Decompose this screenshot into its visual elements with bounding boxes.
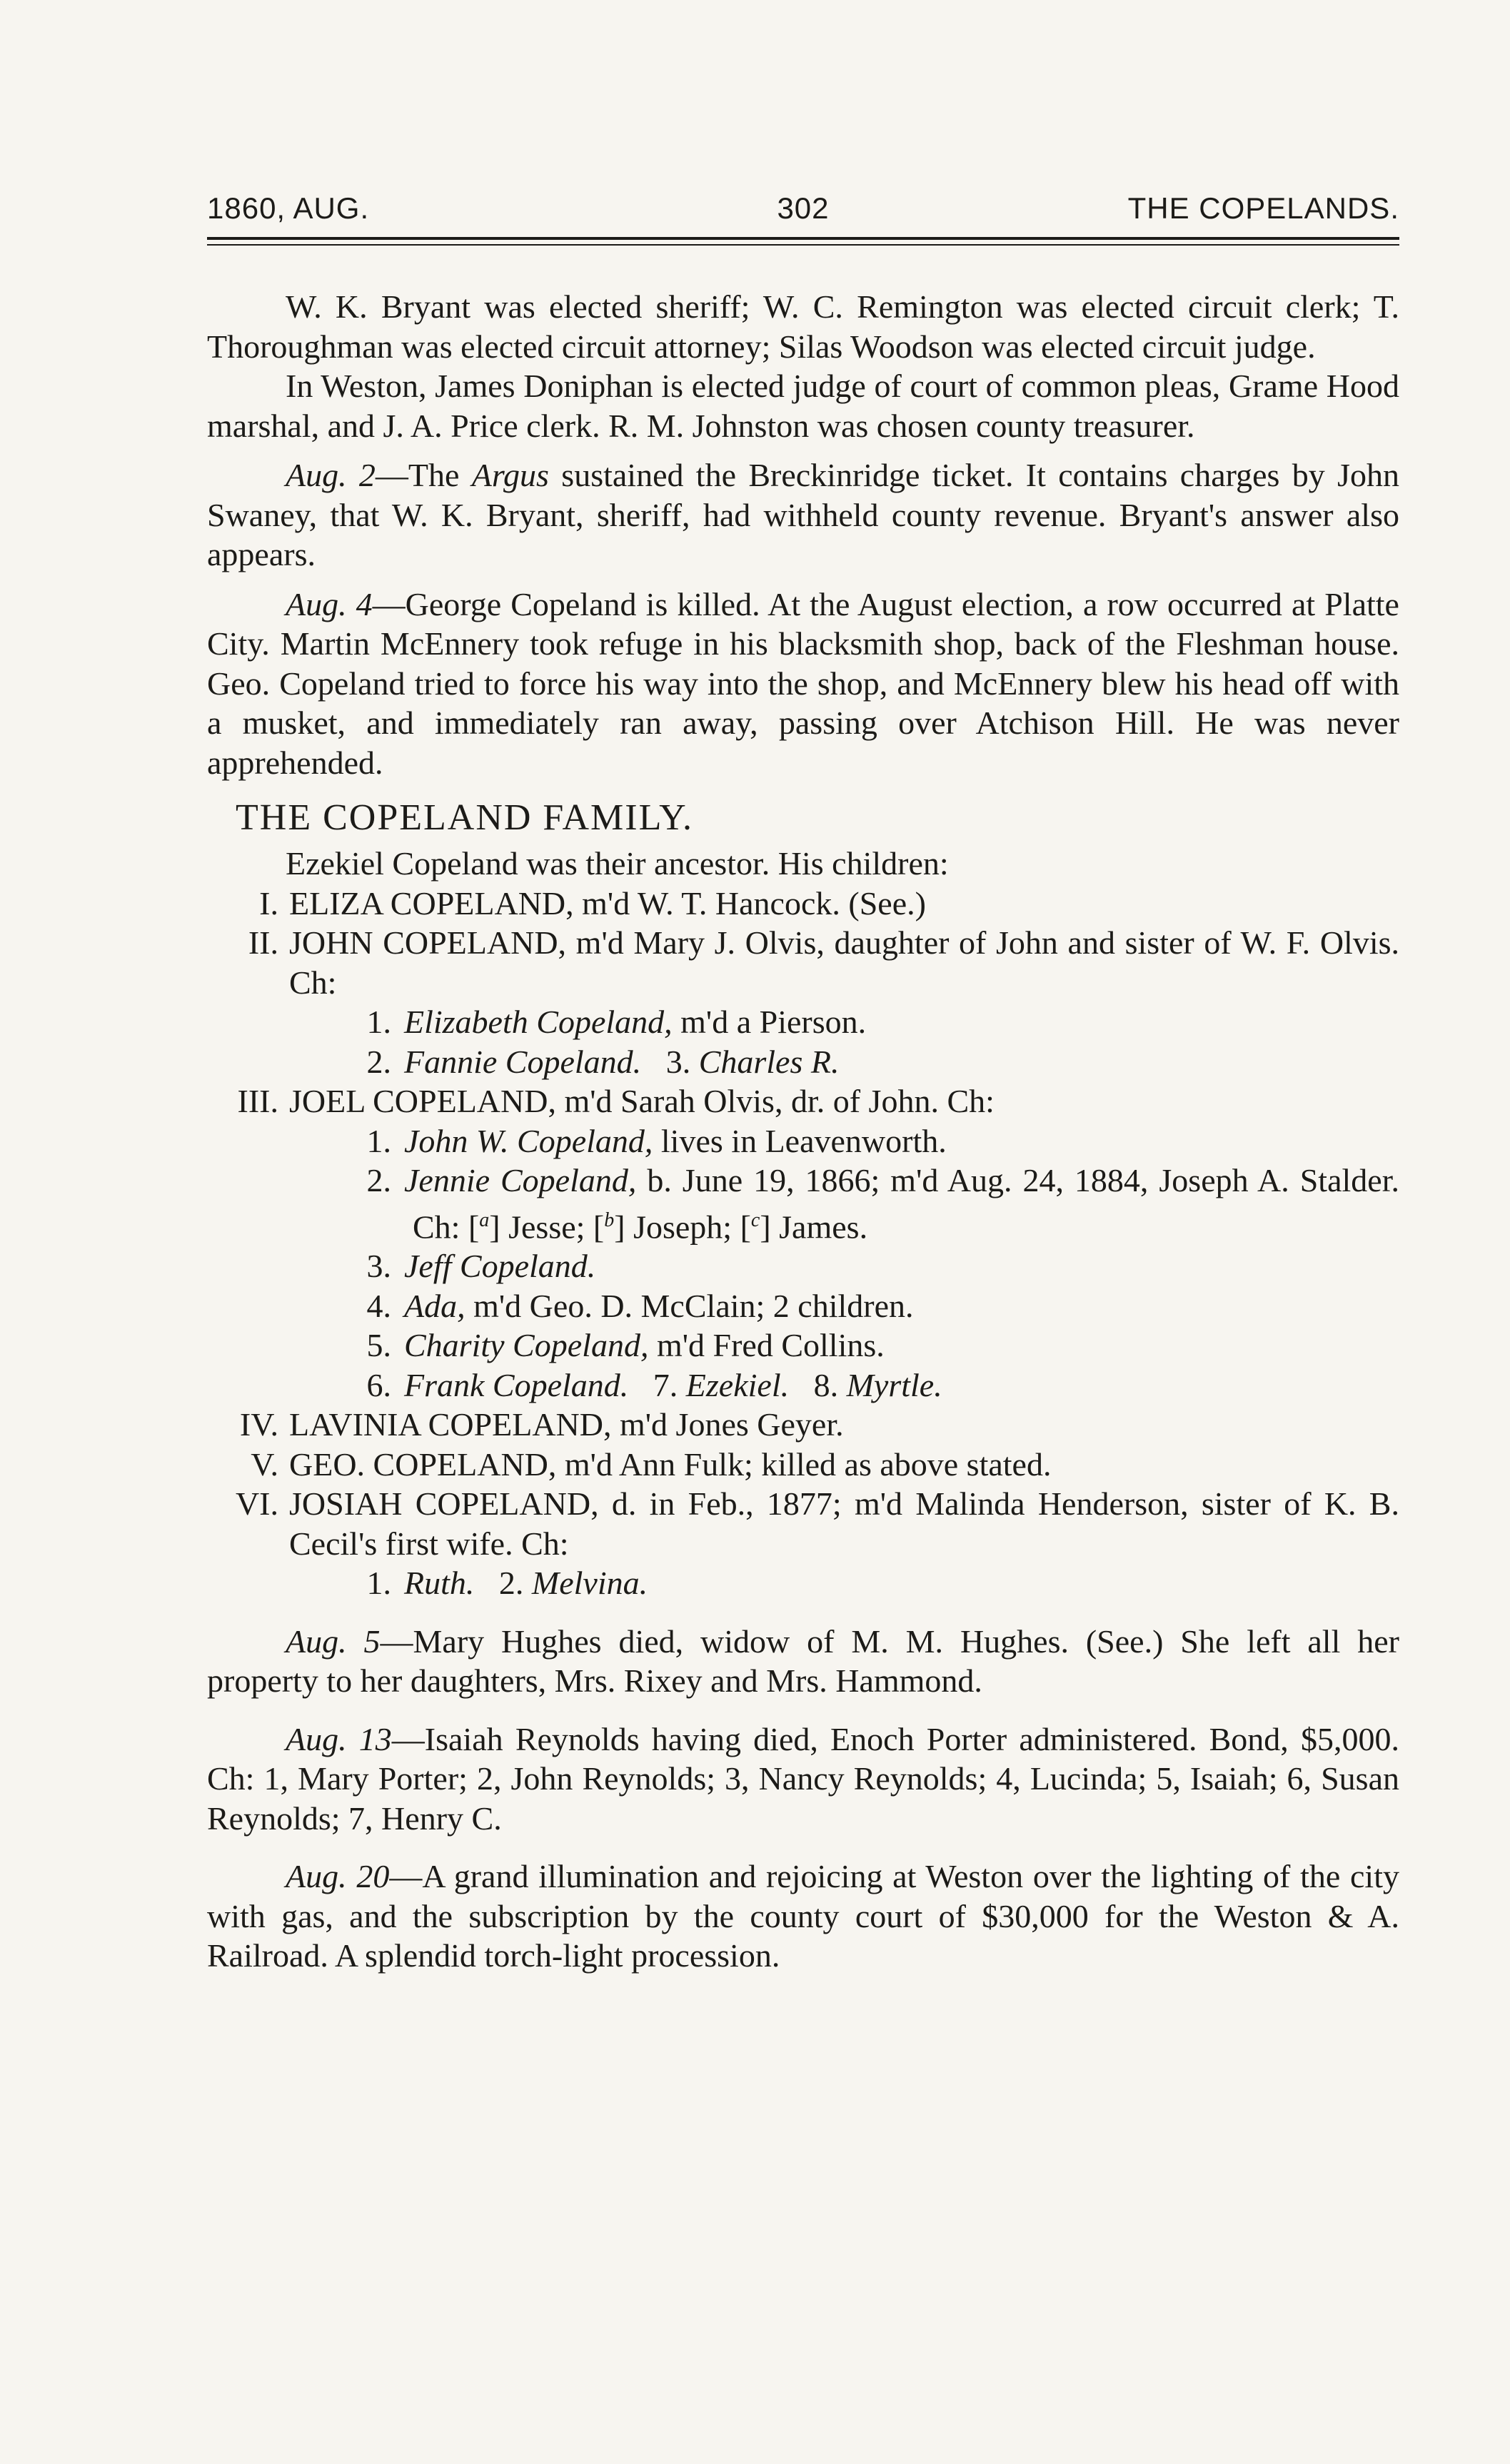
family-entry: I. ELIZA COPELAND, m'd W. T. Hancock. (See.) (259, 884, 926, 922)
entry-aug-20: Aug. 20—A grand illumination and rejoicing at Weston over the lighting of the city with gas, and the subscription by the county court of $30,000 for the Weston & A. Railroad. A splendid torch-light procession. (207, 1858, 1399, 1974)
page-body (207, 287, 1399, 1976)
child-entry: 5. Charity Copeland, m'd Fred Collins. (366, 1327, 885, 1364)
child-entry: 1. Elizabeth Copeland, m'd a Pierson. (366, 1004, 867, 1040)
newspaper-name: Argus (471, 457, 549, 493)
child-entry: 1. Ruth. 2. Melvina. (366, 1565, 648, 1602)
family-entry: VI. JOSIAH COPELAND, d. in Feb., 1877; m'd Malinda Henderson, sister of K. B. Cecil's first wife. Ch: (235, 1485, 1399, 1562)
weston-paragraph: In Weston, James Doniphan is elected judge of court of common pleas, Grame Hood marshal, and J. A. Price clerk. R. M. Johnston was chosen county treasurer. (207, 368, 1399, 444)
header-rule-thin (207, 244, 1399, 246)
entry-aug-2: Aug. 2—The Argus sustained the Breckinridge ticket. It contains charges by John Swaney, that W. K. Bryant, sheriff, had withheld county revenue. Bryant's answer also appears. (207, 457, 1399, 572)
header-date: 1860, AUG. (207, 191, 370, 225)
page-number: 302 (777, 191, 830, 225)
entry-aug-4: Aug. 4—George Copeland is killed. At the August election, a row occurred at Platte City. Martin McEnnery took refuge in his blacksmith shop, back of the Fleshman house. Geo. Copeland tried to force his way into the shop, and McEnnery blew his head off with a musket, and immediately ran away, passing over Atchison Hill. He was never apprehended. (207, 585, 1399, 781)
section-title: THE COPELAND FAMILY. (236, 797, 693, 838)
family-entry: II. JOHN COPELAND, m'd Mary J. Olvis, daughter of John and sister of W. F. Olvis. Ch: (248, 924, 1399, 1001)
header-rule (207, 237, 1399, 240)
entry-date: Aug. 2 (286, 457, 376, 493)
header-title: THE COPELANDS. (1127, 191, 1399, 225)
child-entry: 4. Ada, m'd Geo. D. McClain; 2 children. (366, 1287, 914, 1324)
child-entry: 2. Fannie Copeland. 3. Charles R. (366, 1043, 840, 1080)
entry-aug-5: Aug. 5—Mary Hughes died, widow of M. M. Hughes. (See.) She left all her property to her daughters, Mrs. Rixey and Mrs. Hammond. (207, 1622, 1399, 1700)
child-entry: 1. John W. Copeland, lives in Leavenworth. (366, 1122, 947, 1159)
entry-aug-13: Aug. 13—Isaiah Reynolds having died, Enoch Porter administered. Bond, $5,000. Ch: 1, Mary Porter; 2, John Reynolds; 3, Nancy Reynolds; 4, Lucinda; 5, Isaiah; 6, Susan Reynolds; 7, Henry C. (207, 1720, 1399, 1837)
entry-date: Aug. 5 (286, 1622, 381, 1660)
entry-date: Aug. 13 (286, 1720, 392, 1757)
family-entry: V. GEO. COPELAND, m'd Ann Fulk; killed as above stated. (251, 1445, 1052, 1483)
family-entry: III. JOEL COPELAND, m'd Sarah Olvis, dr. of John. Ch: (237, 1083, 995, 1119)
child-entry: 2. Jennie Copeland, b. June 19, 1866; m'd Aug. 24, 1884, Joseph A. Stalder. Ch: [$^a$] Jesse; [$^b$] Joseph; [$^c$] James. (366, 1162, 1399, 1245)
family-entry: IV. LAVINIA COPELAND, m'd Jones Geyer. (239, 1406, 844, 1443)
child-entry: 6. Frank Copeland. 7. Ezekiel. 8. Myrtle. (366, 1366, 942, 1403)
running-header (207, 191, 1399, 234)
entry-date: Aug. 4 (286, 585, 373, 622)
election-paragraph: W. K. Bryant was elected sheriff; W. C. Remington was elected circuit clerk; T. Thoroughman was elected circuit attorney; Silas Woodson was elected circuit judge. (207, 288, 1399, 365)
family-intro: Ezekiel Copeland was their ancestor. His children: (286, 845, 949, 882)
entry-date: Aug. 20 (286, 1858, 390, 1895)
child-entry: 3. Jeff Copeland. (366, 1248, 596, 1285)
